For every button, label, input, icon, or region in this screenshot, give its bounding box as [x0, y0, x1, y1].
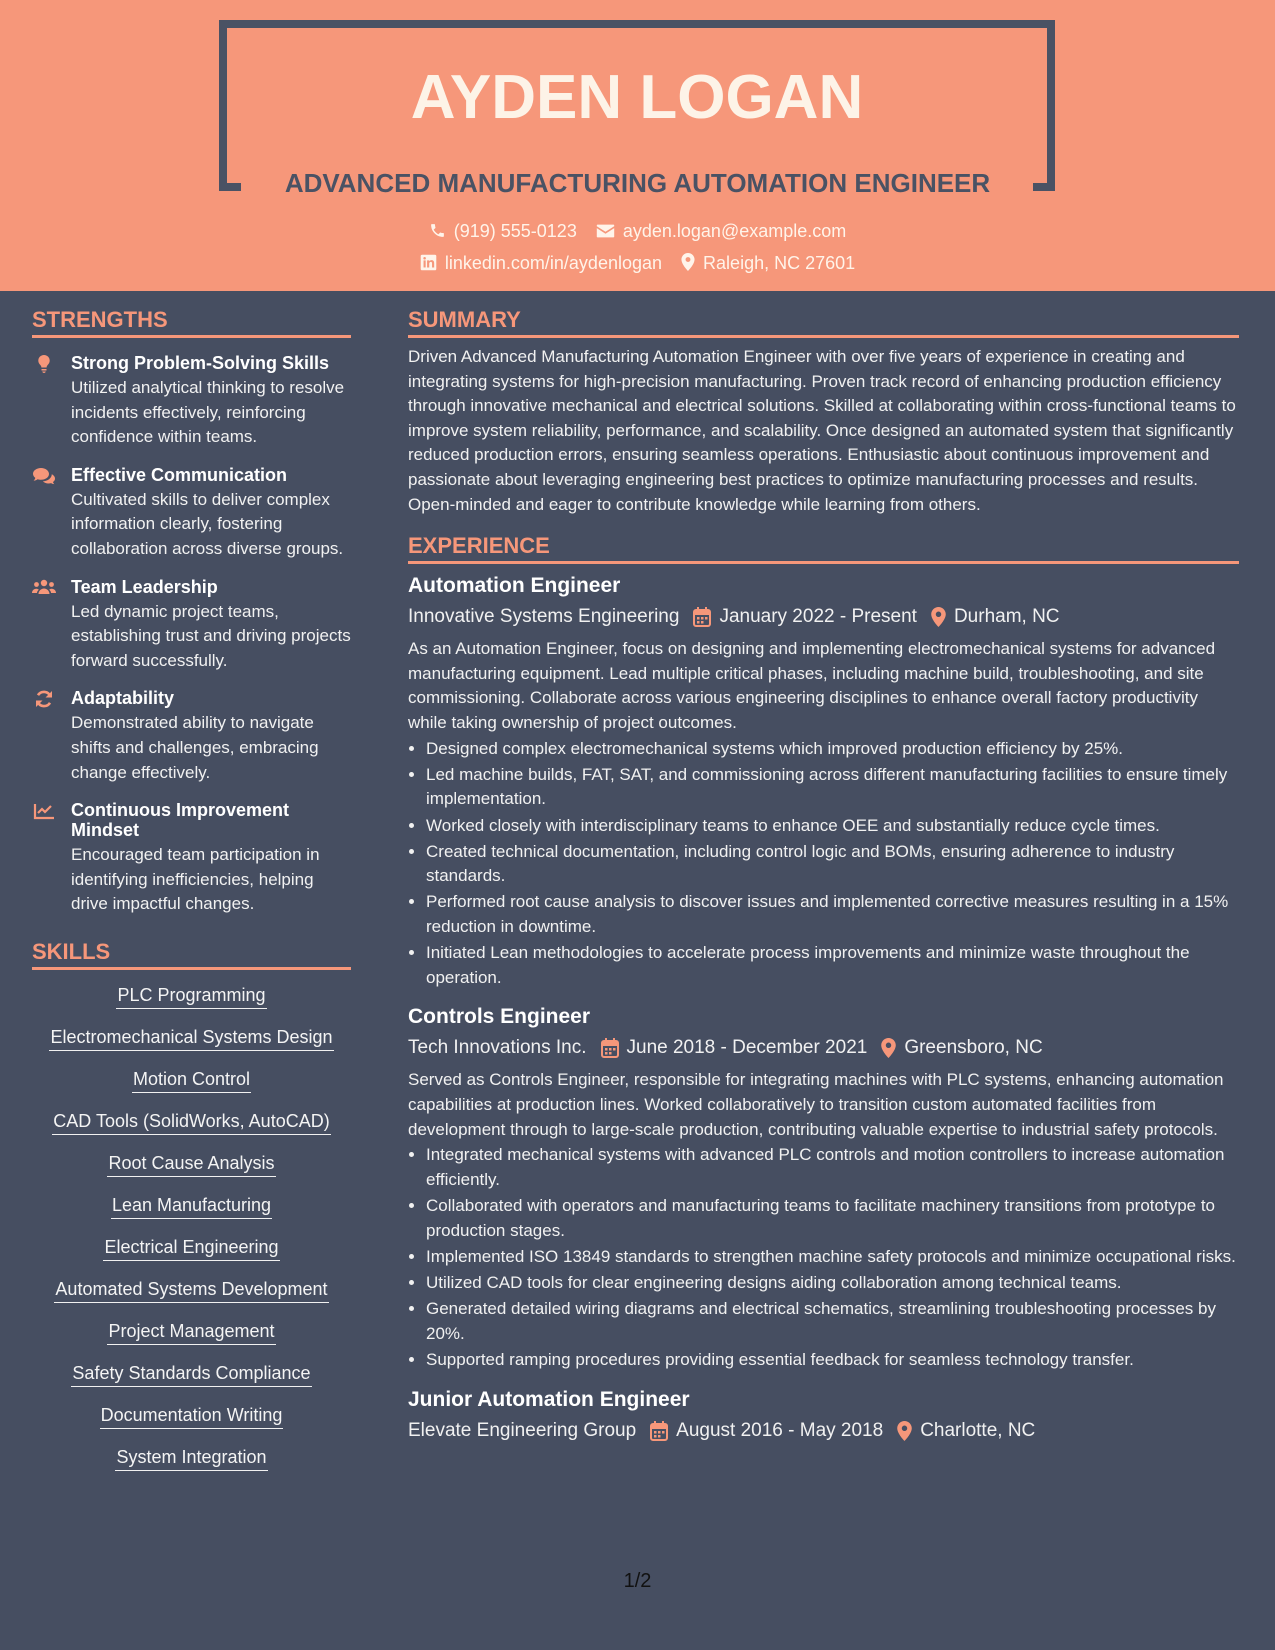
strength-item [32, 800, 351, 917]
summary-heading: SUMMARY [408, 307, 1239, 338]
skill-item: Electromechanical Systems Design [49, 1026, 333, 1051]
strength-desc: Led dynamic project teams, establishing trust and driving projects forward successfully. [71, 601, 351, 670]
job-bullet: • Integrated mechanical systems with advanced PLC controls and motion controllers to increase automation efficiently. [426, 1143, 1239, 1192]
strength-desc: Utilized analytical thinking to resolve incidents effectively, reinforcing confidence within teams. [71, 378, 345, 447]
location-text: Raleigh, NC 27601 [703, 253, 856, 273]
job-dates: January 2022 - Present [719, 606, 917, 628]
linkedin-text[interactable]: linkedin.com/in/aydenlogan [444, 253, 663, 273]
experience-heading: EXPERIENCE [408, 533, 1239, 564]
strength-desc: Encouraged team participation in identifying inefficiencies, helping drive impactful changes. [71, 845, 320, 914]
comments-icon [32, 466, 56, 486]
skill-item: PLC Programming [116, 984, 266, 1009]
experience-entry [408, 1004, 1239, 1372]
skills-heading: SKILLS [32, 939, 351, 970]
strength-item [32, 577, 351, 674]
skill-item: CAD Tools (SolidWorks, AutoCAD) [52, 1110, 330, 1135]
strength-title: Adaptability [71, 688, 175, 709]
sync-icon [32, 689, 56, 709]
job-meta [408, 605, 1239, 629]
linkedin-contact[interactable] [420, 253, 662, 274]
job-bullet: • Designed complex electromechanical systems which improved production efficiency by 25%. [426, 737, 1239, 762]
strength-title: Strong Problem-Solving Skills [71, 353, 330, 373]
skill-item: Motion Control [132, 1068, 251, 1093]
strength-desc: Demonstrated ability to navigate shifts and challenges, embracing change effectively. [71, 713, 319, 782]
job-dates: June 2018 - December 2021 [626, 1037, 868, 1059]
phone-icon [429, 222, 446, 239]
job-bullet: • Generated detailed wiring diagrams and electrical schematics, streamlining troubleshooting processes by 20%. [426, 1297, 1239, 1346]
job-bullet: • Collaborated with operators and manufacturing teams to facilitate machinery transitions from prototype to production stages. [426, 1194, 1239, 1243]
location-contact [681, 253, 855, 274]
candidate-title: ADVANCED MANUFACTURING AUTOMATION ENGINEER [284, 168, 991, 198]
users-icon [32, 578, 56, 598]
right-column [408, 291, 1239, 1443]
job-description: Served as Controls Engineer, responsible for integrating machines with PLC systems, enhancing automation capabilities at production lines. Worked collaboratively to transition custom automated facilities from development through to large-scale production, contributing valuable expertise to industrial safety protocols. [408, 1070, 1224, 1139]
envelope-icon [596, 223, 615, 239]
job-description: As an Automation Engineer, focus on designing and implementing electromechanical systems for advanced manufacturing equipment. Lead multiple critical phases, including machine build, troubleshooting, and site commissioning. Collaborate across various engineering disciplines to enhance overall factory productivity while taking ownership of project outcomes. [408, 639, 1216, 732]
strength-item [32, 353, 351, 450]
job-bullets [408, 737, 1239, 991]
map-marker-icon [897, 1421, 912, 1441]
map-marker-icon [681, 253, 695, 271]
job-title: Automation Engineer [408, 574, 621, 598]
strengths-heading: STRENGTHS [32, 307, 351, 338]
phone-contact [429, 221, 577, 242]
chart-line-icon [32, 801, 56, 821]
strength-title: Team Leadership [71, 576, 218, 597]
job-bullet: • Initiated Lean methodologies to accelerate process improvements and minimize waste throughout the operation. [426, 941, 1239, 990]
map-marker-icon [881, 1038, 896, 1058]
linkedin-icon [420, 254, 437, 271]
skill-item: Lean Manufacturing [111, 1194, 272, 1219]
strength-item [32, 688, 351, 785]
job-bullet: • Led machine builds, FAT, SAT, and commissioning across different manufacturing facilities to ensure timely implementation. [426, 763, 1239, 812]
calendar-icon [601, 1038, 619, 1058]
skill-item: Automated Systems Development [54, 1278, 328, 1303]
left-column [32, 291, 351, 1488]
job-location: Greensboro, NC [904, 1037, 1043, 1059]
job-bullets [408, 1143, 1239, 1372]
page-number: 1/2 [623, 1570, 652, 1592]
job-location: Charlotte, NC [920, 1419, 1036, 1441]
job-location: Durham, NC [953, 606, 1060, 628]
job-bullet: • Worked closely with interdisciplinary teams to enhance OEE and substantially reduce cycle times. [426, 814, 1239, 839]
email-text[interactable]: ayden.logan@example.com [622, 221, 847, 241]
skill-item: Documentation Writing [100, 1404, 284, 1429]
experience-entry [408, 573, 1239, 990]
job-bullet: • Created technical documentation, including control logic and BOMs, ensuring adherence to industry standards. [426, 840, 1239, 889]
calendar-icon [650, 1421, 668, 1441]
job-dates: August 2016 - May 2018 [676, 1419, 884, 1441]
calendar-icon [693, 607, 711, 627]
map-marker-icon [931, 607, 946, 627]
strength-item [32, 465, 351, 562]
skill-item: Electrical Engineering [103, 1236, 279, 1261]
strength-title: Effective Communication [71, 464, 288, 485]
strength-desc: Cultivated skills to deliver complex information clearly, fostering collaboration across diverse groups. [71, 489, 344, 558]
job-company: Innovative Systems Engineering [408, 606, 680, 628]
job-title: Controls Engineer [408, 1005, 591, 1029]
strength-title: Continuous Improvement Mindset [71, 800, 290, 841]
lightbulb-icon [32, 354, 56, 374]
job-bullet: • Utilized CAD tools for clear engineering designs aiding collaboration among technical teams. [426, 1271, 1239, 1296]
experience-entry [408, 1387, 1239, 1443]
job-bullet: • Implemented ISO 13849 standards to strengthen machine safety protocols and minimize occupational risks. [426, 1245, 1239, 1270]
phone-text: (919) 555-0123 [453, 221, 577, 241]
skill-item: Safety Standards Compliance [71, 1362, 311, 1387]
skill-item: Project Management [107, 1320, 275, 1345]
job-bullet: • Performed root cause analysis to discover issues and implemented corrective measures resulting in a 15% reduction in downtime. [426, 890, 1239, 939]
job-company: Elevate Engineering Group [408, 1419, 637, 1441]
email-contact[interactable] [596, 221, 846, 242]
summary-text: Driven Advanced Manufacturing Automation Engineer with over five years of experience in creating and integrating systems for high-precision manufacturing. Proven track record of enhancing production efficiency through innovative mechanical and electrical solutions. Skilled at collaborating within cross-functional teams to improve system reliability, performance, and scalability. Once designed an automated system that significantly reduced production errors, ensuring seamless operations. Enthusiastic about continuous improvement and passionate about leveraging engineering best practices to optimize manufacturing processes and results. Open-minded and eager to contribute knowledge while learning from others. [408, 347, 1236, 514]
skill-item: Root Cause Analysis [107, 1152, 275, 1177]
job-meta [408, 1419, 1239, 1443]
job-meta [408, 1036, 1239, 1060]
job-bullet: • Supported ramping procedures providing essential feedback for seamless technology transfer. [426, 1348, 1239, 1373]
job-company: Tech Innovations Inc. [408, 1037, 587, 1059]
resume-header [0, 0, 1275, 291]
skills-list [32, 984, 351, 1471]
skill-item: System Integration [115, 1446, 267, 1471]
candidate-name: AYDEN LOGAN [410, 63, 864, 132]
job-title: Junior Automation Engineer [408, 1387, 690, 1411]
